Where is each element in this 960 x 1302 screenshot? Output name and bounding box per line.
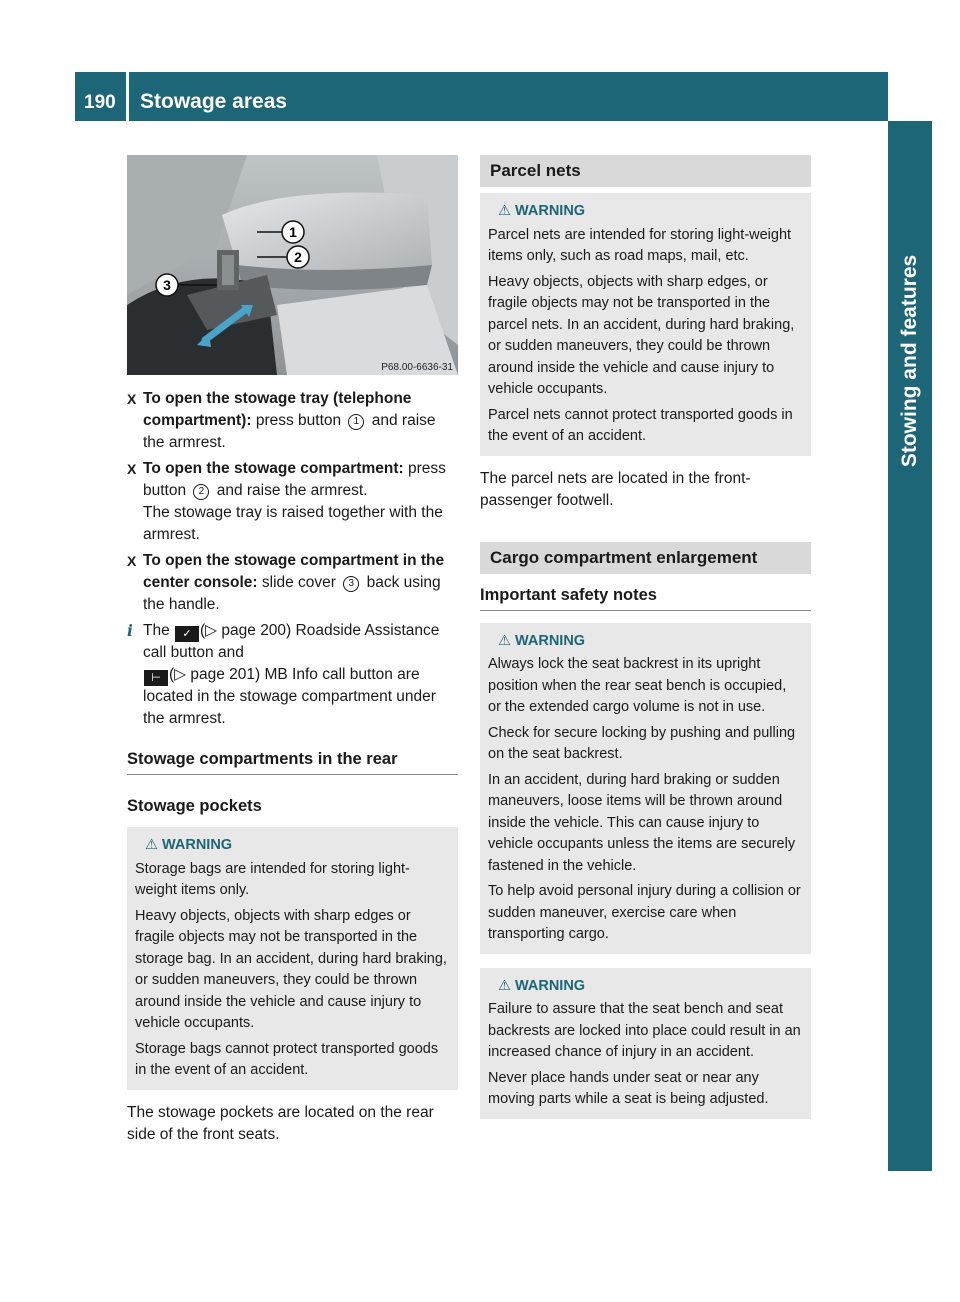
step-item xyxy=(127,458,458,546)
callout-ref: 3 xyxy=(343,576,359,592)
callout-ref: 2 xyxy=(193,484,209,500)
step-extra: The stowage tray is raised together with the armrest. xyxy=(143,504,443,543)
callout-3: 3 xyxy=(163,277,171,293)
step-title: To open the stowage compartment: xyxy=(143,460,404,477)
header-divider xyxy=(126,72,129,121)
warning-box xyxy=(480,623,811,954)
warning-icon: ⚠ xyxy=(498,632,511,649)
warning-label: WARNING xyxy=(162,837,233,853)
step-text: and raise the armrest. xyxy=(143,412,436,451)
warning-text: In an accident, during hard braking or sudden maneuvers, loose items will be thrown around inside the vehicle. This can cause injury to vehicle occupants unless the items are securely fastened in the vehicle. xyxy=(488,771,796,874)
step-text: press button xyxy=(143,460,446,499)
warning-text: Check for secure locking by pushing and pulling on the seat backrest. xyxy=(488,724,796,762)
roadside-assistance-icon: ✓ xyxy=(175,626,199,642)
subsection-heading: Important safety notes xyxy=(480,584,811,611)
figure-code: P68.00-6636-31 xyxy=(381,362,453,373)
step-text: back using the handle. xyxy=(143,574,441,613)
warning-text: Never place hands under seat or near any moving parts while a seat is being adjusted. xyxy=(488,1069,769,1107)
step-text: press button xyxy=(251,412,346,429)
warning-box xyxy=(480,968,811,1119)
armrest-photo xyxy=(127,155,458,375)
section-heading-bar: Cargo compartment enlargement xyxy=(480,542,811,574)
info-icon: i xyxy=(127,621,133,640)
warning-box xyxy=(127,827,458,1090)
step-text: and raise the armrest. xyxy=(212,482,368,499)
warning-label: WARNING xyxy=(515,632,586,649)
step-title: To open the stowage tray (telephone compartment): xyxy=(143,390,412,429)
warning-icon: ⚠ xyxy=(145,837,158,853)
section-heading: Stowage compartments in the rear xyxy=(127,748,458,775)
warning-label: WARNING xyxy=(515,203,586,219)
warning-text: Always lock the seat backrest in its upright position when the rear seat bench is occupied, or the extended cargo volume is not in use. xyxy=(488,656,787,715)
warning-text: Heavy objects, objects with sharp edges or fragile objects may not be transported in the storage bag. In an accident, during hard braking, or sudden maneuvers, they could be thrown around inside the vehicle and cause injury to vehicle occupants. xyxy=(135,907,447,1031)
note-text: (▷ page 200) Roadside Assistance call button and xyxy=(143,622,440,661)
note-text: The xyxy=(143,622,175,639)
note-text: (▷ page 201) MB Info call button are located in the stowage compartment under the armrest. xyxy=(143,666,436,727)
warning-text: Failure to assure that the seat bench and seat backrests are locked into place could result in an increased chance of injury in an accident. xyxy=(488,1001,801,1060)
warning-text: Storage bags are intended for storing light-weight items only. xyxy=(135,860,410,898)
callout-1: 1 xyxy=(289,224,297,240)
left-column xyxy=(127,388,458,1146)
subsection-heading: Stowage pockets xyxy=(127,797,262,815)
warning-text: Parcel nets cannot protect transported goods in the event of an accident. xyxy=(488,406,793,444)
step-marker-icon: X xyxy=(127,391,137,407)
step-marker-icon: X xyxy=(127,553,137,569)
step-marker-icon: X xyxy=(127,461,137,477)
step-title: To open the stowage compartment in the center console: xyxy=(143,552,445,591)
side-tab-label: Stowing and features xyxy=(898,254,921,468)
info-note xyxy=(127,620,458,730)
step-text: slide cover xyxy=(257,574,341,591)
callout-2: 2 xyxy=(294,249,302,265)
warning-text: Heavy objects, objects with sharp edges, or fragile objects may not be transported in the parcel nets. In an accident, during hard braking, or sudden maneuvers, they could be thrown around inside the vehicle and cause injury to vehicle occupants. xyxy=(488,273,795,397)
warning-text: To help avoid personal injury during a collision or sudden maneuver, exercise care when transporting cargo. xyxy=(488,883,801,942)
section-heading-bar: Parcel nets xyxy=(480,155,811,187)
mb-info-icon: ⊢ xyxy=(144,670,168,686)
warning-text: Storage bags cannot protect transported goods in the event of an accident. xyxy=(135,1040,439,1078)
warning-icon: ⚠ xyxy=(498,977,511,994)
body-text: The stowage pockets are located on the rear side of the front seats. xyxy=(127,1103,434,1143)
step-item xyxy=(127,388,458,454)
page-number: 190 xyxy=(84,92,116,113)
step-item xyxy=(127,550,458,616)
warning-label: WARNING xyxy=(515,977,586,994)
side-tab-label-wrap xyxy=(888,121,932,601)
page-title: Stowage areas xyxy=(140,90,288,113)
warning-box xyxy=(480,193,811,456)
callout-ref: 1 xyxy=(348,414,364,430)
warning-text: Parcel nets are intended for storing light-weight items only, such as road maps, mail, etc. xyxy=(488,226,792,264)
warning-icon: ⚠ xyxy=(498,203,511,219)
right-column xyxy=(480,155,811,1119)
body-text: The parcel nets are located in the front-passenger footwell. xyxy=(480,469,751,509)
